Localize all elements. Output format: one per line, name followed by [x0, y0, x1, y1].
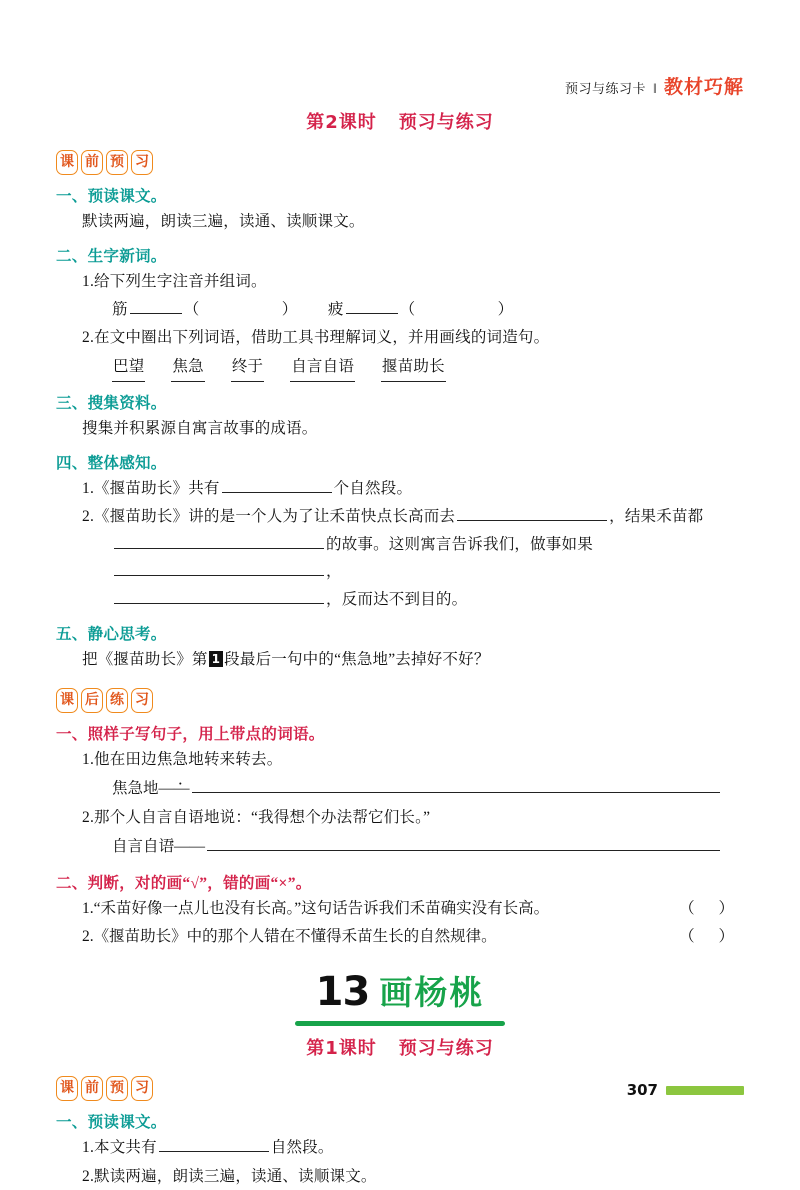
q2-blank-2[interactable] [114, 532, 324, 549]
pre-study-tag [56, 150, 153, 175]
page-header [565, 72, 744, 99]
q2-text: 2.《揠苗助长》讲的是一个人为了让禾苗快点长高而去 [82, 507, 456, 525]
session-name: 预习与练习 [398, 1038, 494, 1059]
section-line [56, 586, 744, 613]
section-line [56, 746, 744, 773]
brand-title: 教材巧解 [663, 76, 744, 98]
char-1-paren-left: （ [183, 301, 200, 319]
post-practice-tag [56, 688, 153, 713]
judge-answer-box[interactable]: （ ） [679, 899, 744, 917]
answer-blank[interactable] [207, 834, 720, 851]
section-line [56, 646, 744, 673]
section-heading: 五、静心思考。 [56, 626, 167, 644]
session-name: 预习与练习 [398, 112, 494, 132]
section-line [56, 503, 744, 530]
section-line: 默读两遍，朗读三遍，读通、读顺课文。 [82, 213, 365, 230]
section-heading: 三、搜集资料。 [56, 394, 167, 412]
section-heading: 四、整体感知。 [56, 454, 167, 472]
tag-char-1: 课 [56, 1076, 78, 1101]
pre-study-tag-2 [56, 1076, 153, 1101]
item-text-after: 地说：“我得想个办法帮它们长。” [203, 809, 431, 827]
judge-text: 1.“禾苗好像一点儿也没有长高。”这句话告诉我们禾苗确实没有长高。 [82, 899, 550, 917]
char-2-paren-left: （ [399, 301, 416, 319]
char-1-blank[interactable] [130, 297, 182, 314]
char-2-paren-right: ） [497, 301, 514, 319]
section-line: 搜集并积累源自寓言故事的成语。 [82, 419, 318, 437]
word-item: 焦急 [171, 353, 204, 382]
char-1-paren-right: ） [281, 301, 298, 319]
q2-blank-4[interactable] [114, 587, 324, 604]
answer-lead: 焦急地—— [112, 779, 190, 797]
section-overall-understanding [56, 451, 744, 614]
char-pinyin-row [56, 296, 744, 323]
char-2: 疲 [327, 301, 344, 319]
tag-char-3: 预 [106, 150, 128, 175]
emphasis-word: 焦急地 [156, 750, 204, 768]
lesson-underline-decoration [295, 1021, 505, 1026]
page-footer [627, 1081, 744, 1099]
tag-char-2: 后 [81, 688, 103, 713]
tag-char-4: 习 [131, 1076, 153, 1101]
tag-char-3: 预 [106, 1076, 128, 1101]
lesson-13-heading [56, 969, 744, 1026]
section-line: 2.默读两遍，朗读三遍，读通、读顺课文。 [82, 1167, 377, 1185]
judge-row [56, 923, 744, 951]
section-line [56, 804, 744, 831]
tag-char-3: 练 [106, 688, 128, 713]
section-true-false [56, 871, 744, 951]
section-read-text-2 [56, 1110, 744, 1189]
q1-text-tail: 个自然段。 [333, 479, 413, 497]
q1-text-tail: 自然段。 [270, 1139, 334, 1157]
breadcrumb: 预习与练习卡 [565, 81, 647, 96]
word-list [56, 353, 744, 382]
q1-blank[interactable] [222, 475, 332, 492]
char-1-word-blank[interactable] [202, 298, 280, 314]
char-2-word-blank[interactable] [418, 298, 496, 314]
q2-blank-1[interactable] [457, 504, 607, 521]
q1-blank[interactable] [159, 1135, 269, 1152]
section-line [56, 1134, 744, 1161]
session-suffix: 课时 [338, 112, 377, 132]
q2-text-3: 的故事。这则寓言告诉我们，做事如果 [326, 536, 593, 553]
tag-char-2: 前 [81, 1076, 103, 1101]
emphasis-word: 自言自语 [141, 809, 204, 827]
word-item: 揠苗助长 [381, 353, 446, 382]
section-heading: 二、生字新词。 [56, 248, 167, 266]
section-read-text [56, 184, 744, 235]
tag-char-1: 课 [56, 688, 78, 713]
judge-row [56, 895, 744, 923]
lesson-number: 13 [315, 969, 370, 1016]
paragraph-number-box: 1 [209, 651, 224, 667]
tag-char-4: 习 [131, 688, 153, 713]
char-2-blank[interactable] [346, 297, 398, 314]
q2-blank-3[interactable] [114, 559, 324, 576]
section-heading: 一、预读课文。 [56, 1114, 167, 1132]
footer-stripe-decoration [666, 1086, 744, 1095]
answer-row [56, 832, 744, 861]
word-item: 巴望 [112, 353, 145, 382]
tag-char-1: 课 [56, 150, 78, 175]
judge-text: 2.《揠苗助长》中的那个人错在不懂得禾苗生长的自然规律。 [82, 927, 497, 945]
answer-row [56, 774, 744, 803]
session-suffix: 课时 [338, 1038, 377, 1059]
pre-study-tag-row [56, 150, 744, 175]
tag-char-4: 习 [131, 150, 153, 175]
char-1: 筋 [112, 301, 128, 319]
q2-text-5: ，反而达不到目的。 [326, 591, 468, 609]
session-number: 2 [325, 112, 339, 133]
q1-text: 1.《揠苗助长》共有 [82, 479, 220, 497]
lesson-1-session-title [56, 108, 744, 134]
lesson-2-session-title [56, 1034, 744, 1060]
section-heading: 一、预读课文。 [56, 188, 167, 205]
section-heading: 二、判断，对的画“√”，错的画“×”。 [56, 874, 312, 892]
section-line [56, 531, 744, 585]
answer-blank[interactable] [192, 775, 720, 792]
q1-text: 1.本文共有 [82, 1139, 157, 1157]
session-prefix: 第 [306, 1038, 326, 1059]
q2-text-2: ，结果禾苗都 [609, 507, 704, 525]
page-number: 307 [626, 1081, 658, 1099]
answer-lead: 自言自语—— [112, 838, 206, 856]
section-new-words [56, 244, 744, 382]
session-number: 1 [325, 1038, 339, 1060]
section-line [56, 475, 744, 502]
item-text-after: 转来转去。 [203, 750, 283, 768]
session-prefix: 第 [306, 112, 326, 132]
breadcrumb-separator: ‖ [653, 82, 657, 97]
post-practice-tag-row [56, 688, 744, 713]
lesson-name: 画杨桃 [379, 972, 485, 1012]
q2-text-4: ， [326, 563, 342, 581]
word-item: 终于 [231, 353, 264, 382]
word-item: 自言自语 [290, 353, 355, 382]
section-heading: 一、照样子写句子，用上带点的词语。 [56, 725, 325, 743]
q-text-after: 段最后一句中的“焦急地”去掉好不好？ [224, 651, 490, 669]
q-text-before: 把《揠苗助长》第 [82, 651, 208, 669]
judge-answer-box[interactable]: （ ） [679, 927, 744, 945]
item-text-before: 2.那个人 [82, 809, 142, 827]
section-line: 2.在文中圈出下列词语，借助工具书理解词义，并用画线的词造句。 [82, 329, 550, 347]
section-quiet-thinking [56, 622, 744, 673]
section-write-sentences [56, 722, 744, 862]
tag-char-2: 前 [81, 150, 103, 175]
section-collect-material [56, 391, 744, 442]
item-text-before: 1.他在田边 [82, 750, 157, 768]
section-line: 1.给下列生字注音并组词。 [82, 273, 267, 291]
